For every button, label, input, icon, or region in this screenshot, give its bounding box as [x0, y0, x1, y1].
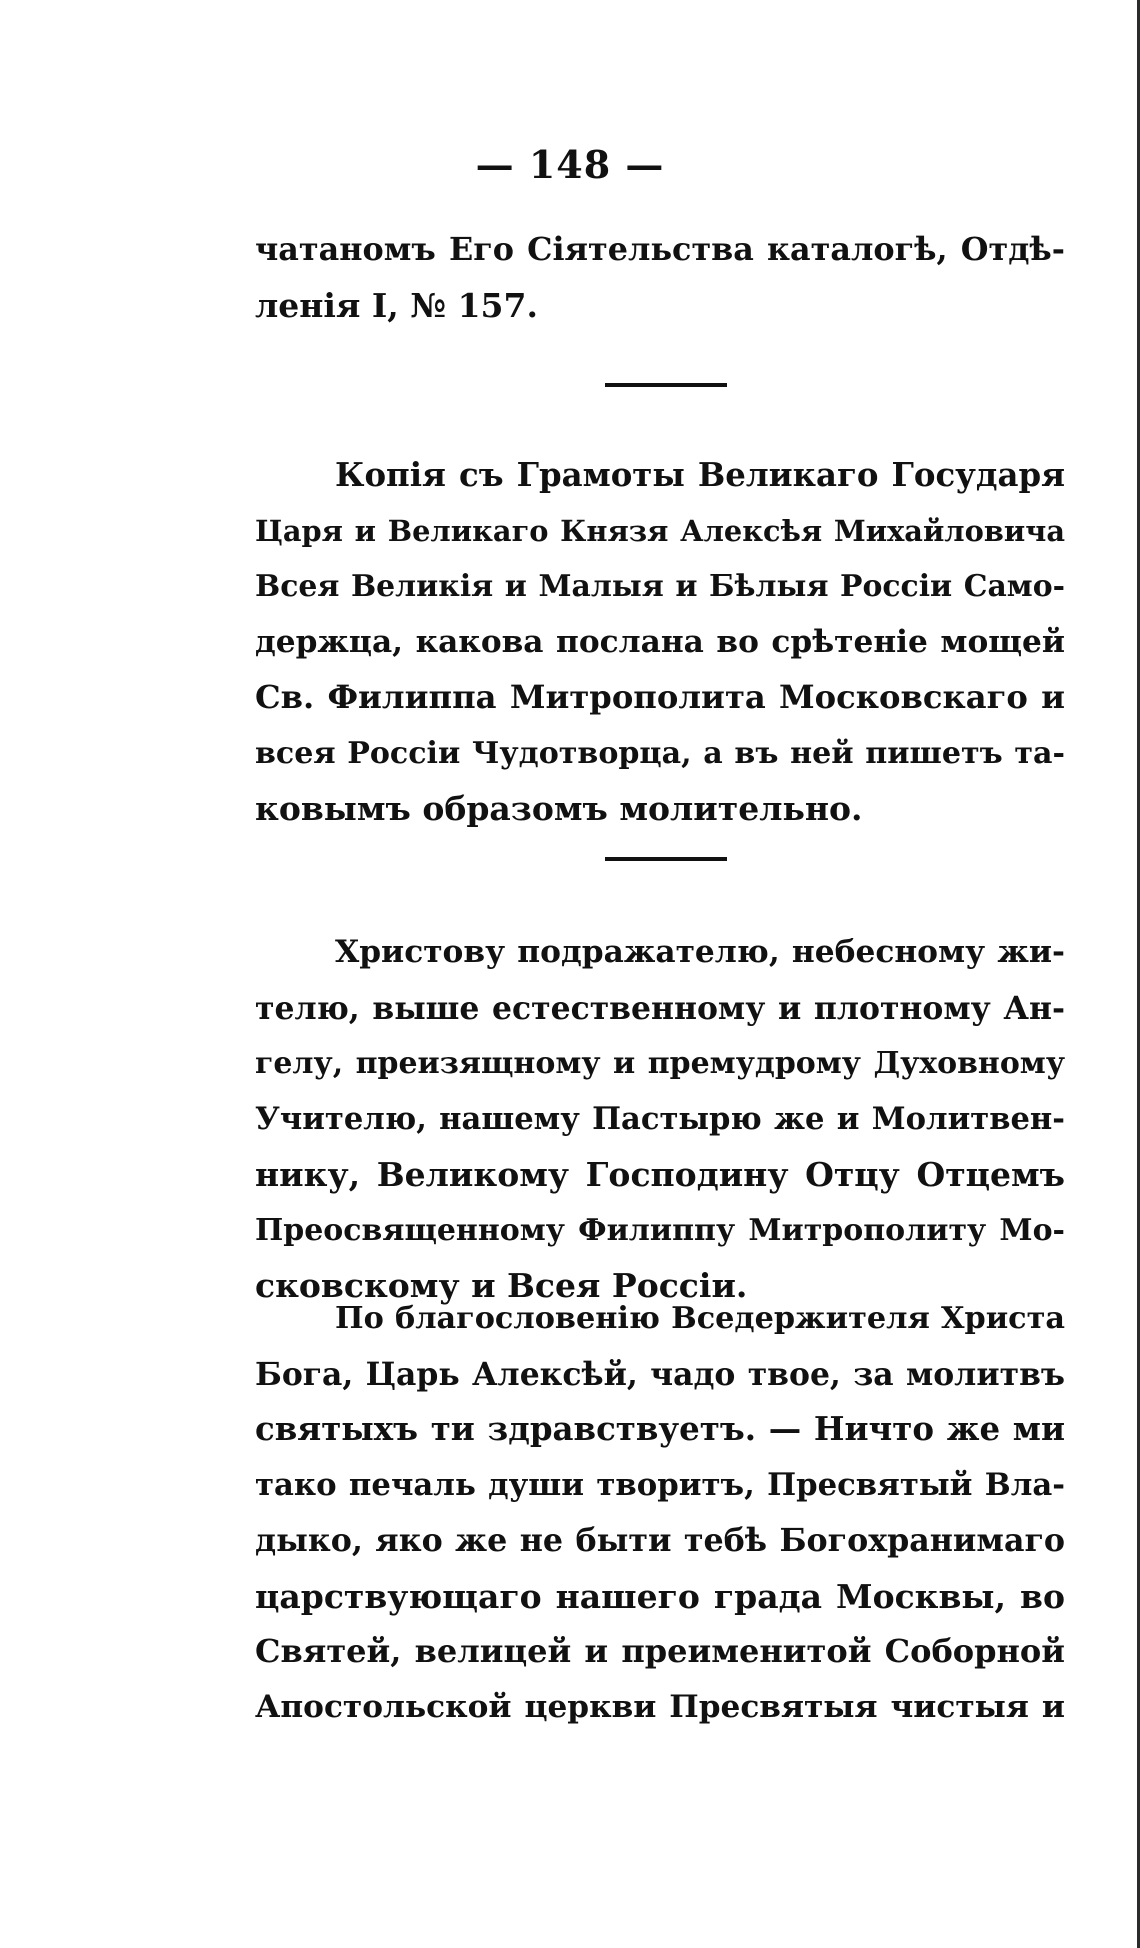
section-rule [605, 383, 727, 387]
page-number: — 148 — [475, 142, 665, 187]
text-line: Учителю, нашему Пастырю же и Молитвен- [255, 1100, 1065, 1137]
text-line: Царя и Великаго Князя Алексѣя Михайловича [255, 513, 1065, 548]
text-line: святыхъ ти здравствуетъ. — Ничто же ми [255, 1410, 1065, 1448]
text-line: всея Россіи Чудотворца, а въ ней пишетъ та- [255, 735, 1065, 771]
text-line: чатаномъ Его Сіятельства каталогѣ, Отдѣ- [255, 230, 1065, 268]
text-line: Св. Филиппа Митрополита Московскаго и [255, 678, 1065, 716]
document-heading [255, 448, 1065, 837]
text-line: нику, Великому Господину Отцу Отцемъ [255, 1155, 1065, 1194]
text-line: Копія съ Грамоты Великаго Государя [335, 456, 1065, 494]
address-paragraph [255, 925, 1065, 1314]
text-line: Христову подражателю, небесному жи- [335, 934, 1065, 970]
text-line: По благословенію Вседержителя Христа [335, 1301, 1065, 1336]
text-line: дыко, яко же не быти тебѣ Богохранимаго [255, 1522, 1065, 1559]
text-line: ленія I, № 157. [255, 285, 538, 325]
text-line: ковымъ образомъ молительно. [255, 789, 863, 828]
text-line: царствующаго нашего града Москвы, во [255, 1576, 1065, 1616]
text-line: держца, какова послана во срѣтеніе мощей [255, 623, 1065, 660]
section-rule [605, 857, 727, 861]
text-line: Святей, велицей и преименитой Соборной [255, 1632, 1065, 1670]
text-line: тако печаль души творитъ, Пресвятый Вла- [255, 1466, 1065, 1503]
body-paragraph [255, 1291, 1065, 1735]
text-line: Апостольской церкви Пресвятыя чистыя и [255, 1688, 1065, 1725]
text-line: телю, выше естественному и плотному Ан- [255, 989, 1065, 1027]
continuation-paragraph [255, 222, 1065, 333]
text-line: гелу, преизящному и премудрому Духовному [255, 1046, 1065, 1081]
text-line: сковскому и Всея Россіи. [255, 1266, 748, 1305]
text-line: Бога, Царь Алексѣй, чадо твое, за молитвъ [255, 1355, 1065, 1393]
text-line: Всея Великія и Малыя и Бѣлыя Россіи Само- [255, 569, 1065, 604]
text-line: Преосвященному Филиппу Митрополиту Мо- [255, 1212, 1065, 1248]
